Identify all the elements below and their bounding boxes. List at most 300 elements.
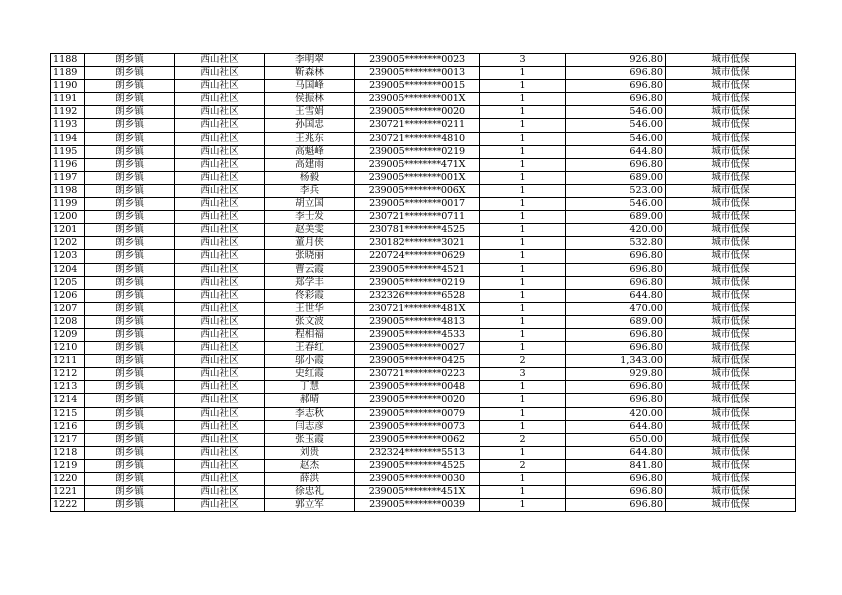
- town-cell: 朗乡镇: [85, 132, 175, 145]
- assistance-type-cell: 城市低保: [666, 342, 796, 355]
- name-cell: 高魁峰: [265, 145, 355, 158]
- name-cell: 李志秋: [265, 407, 355, 420]
- town-cell: 朗乡镇: [85, 158, 175, 171]
- row-number-cell: 1210: [51, 342, 85, 355]
- table-row: [51, 145, 796, 158]
- amount-cell: 696.80: [566, 263, 666, 276]
- community-cell: 西山社区: [175, 342, 265, 355]
- assistance-type-cell: 城市低保: [666, 276, 796, 289]
- town-cell: 朗乡镇: [85, 302, 175, 315]
- town-cell: 朗乡镇: [85, 224, 175, 237]
- assistance-type-cell: 城市低保: [666, 80, 796, 93]
- amount-cell: 696.80: [566, 158, 666, 171]
- id-number-cell: 239005********0020: [355, 394, 480, 407]
- id-number-cell: 239005********0015: [355, 80, 480, 93]
- community-cell: 西山社区: [175, 407, 265, 420]
- row-number-cell: 1193: [51, 119, 85, 132]
- table-row: [51, 184, 796, 197]
- community-cell: 西山社区: [175, 54, 265, 67]
- id-number-cell: 239005********0062: [355, 433, 480, 446]
- town-cell: 朗乡镇: [85, 171, 175, 184]
- name-cell: 闫志彦: [265, 420, 355, 433]
- table-row: [51, 93, 796, 106]
- amount-cell: 696.80: [566, 473, 666, 486]
- amount-cell: 696.80: [566, 394, 666, 407]
- row-number-cell: 1205: [51, 276, 85, 289]
- amount-cell: 696.80: [566, 381, 666, 394]
- table-row: [51, 315, 796, 328]
- community-cell: 西山社区: [175, 499, 265, 512]
- name-cell: 孙国忠: [265, 119, 355, 132]
- amount-cell: 532.80: [566, 237, 666, 250]
- amount-cell: 644.80: [566, 420, 666, 433]
- name-cell: 丁慧: [265, 381, 355, 394]
- id-number-cell: 220724********0629: [355, 250, 480, 263]
- id-number-cell: 239005********4525: [355, 459, 480, 472]
- name-cell: 郝晴: [265, 394, 355, 407]
- table-row: [51, 394, 796, 407]
- community-cell: 西山社区: [175, 224, 265, 237]
- id-number-cell: 239005********0020: [355, 106, 480, 119]
- id-number-cell: 239005********0219: [355, 145, 480, 158]
- household-count-cell: 1: [480, 211, 566, 224]
- table-row: [51, 342, 796, 355]
- town-cell: 朗乡镇: [85, 67, 175, 80]
- amount-cell: 420.00: [566, 224, 666, 237]
- town-cell: 朗乡镇: [85, 315, 175, 328]
- name-cell: 郑学丰: [265, 276, 355, 289]
- town-cell: 朗乡镇: [85, 368, 175, 381]
- amount-cell: 420.00: [566, 407, 666, 420]
- row-number-cell: 1222: [51, 499, 85, 512]
- row-number-cell: 1189: [51, 67, 85, 80]
- assistance-type-cell: 城市低保: [666, 106, 796, 119]
- id-number-cell: 239005********006X: [355, 184, 480, 197]
- id-number-cell: 239005********0048: [355, 381, 480, 394]
- welfare-roster-table: [50, 53, 796, 512]
- town-cell: 朗乡镇: [85, 328, 175, 341]
- town-cell: 朗乡镇: [85, 473, 175, 486]
- table-row: [51, 446, 796, 459]
- row-number-cell: 1221: [51, 486, 85, 499]
- household-count-cell: 1: [480, 184, 566, 197]
- row-number-cell: 1212: [51, 368, 85, 381]
- household-count-cell: 2: [480, 459, 566, 472]
- community-cell: 西山社区: [175, 381, 265, 394]
- household-count-cell: 1: [480, 328, 566, 341]
- name-cell: 张文波: [265, 315, 355, 328]
- name-cell: 赵杰: [265, 459, 355, 472]
- community-cell: 西山社区: [175, 486, 265, 499]
- assistance-type-cell: 城市低保: [666, 171, 796, 184]
- table-row: [51, 381, 796, 394]
- table-row: [51, 302, 796, 315]
- community-cell: 西山社区: [175, 263, 265, 276]
- household-count-cell: 1: [480, 237, 566, 250]
- id-number-cell: 239005********0039: [355, 499, 480, 512]
- assistance-type-cell: 城市低保: [666, 315, 796, 328]
- table-row: [51, 171, 796, 184]
- community-cell: 西山社区: [175, 328, 265, 341]
- household-count-cell: 3: [480, 54, 566, 67]
- table-row: [51, 328, 796, 341]
- id-number-cell: 239005********0425: [355, 355, 480, 368]
- table-row: [51, 132, 796, 145]
- town-cell: 朗乡镇: [85, 289, 175, 302]
- row-number-cell: 1218: [51, 446, 85, 459]
- amount-cell: 696.80: [566, 486, 666, 499]
- household-count-cell: 1: [480, 420, 566, 433]
- name-cell: 靳森林: [265, 67, 355, 80]
- assistance-type-cell: 城市低保: [666, 499, 796, 512]
- assistance-type-cell: 城市低保: [666, 486, 796, 499]
- town-cell: 朗乡镇: [85, 119, 175, 132]
- name-cell: 马国峰: [265, 80, 355, 93]
- assistance-type-cell: 城市低保: [666, 394, 796, 407]
- name-cell: 赵美雯: [265, 224, 355, 237]
- household-count-cell: 1: [480, 289, 566, 302]
- community-cell: 西山社区: [175, 394, 265, 407]
- household-count-cell: 1: [480, 67, 566, 80]
- assistance-type-cell: 城市低保: [666, 446, 796, 459]
- name-cell: 邬小霞: [265, 355, 355, 368]
- town-cell: 朗乡镇: [85, 184, 175, 197]
- town-cell: 朗乡镇: [85, 342, 175, 355]
- name-cell: 郭立军: [265, 499, 355, 512]
- row-number-cell: 1208: [51, 315, 85, 328]
- row-number-cell: 1207: [51, 302, 85, 315]
- row-number-cell: 1214: [51, 394, 85, 407]
- assistance-type-cell: 城市低保: [666, 132, 796, 145]
- row-number-cell: 1220: [51, 473, 85, 486]
- table-row: [51, 119, 796, 132]
- name-cell: 曹云霞: [265, 263, 355, 276]
- amount-cell: 650.00: [566, 433, 666, 446]
- household-count-cell: 1: [480, 407, 566, 420]
- community-cell: 西山社区: [175, 289, 265, 302]
- id-number-cell: 239005********4813: [355, 315, 480, 328]
- assistance-type-cell: 城市低保: [666, 54, 796, 67]
- community-cell: 西山社区: [175, 276, 265, 289]
- community-cell: 西山社区: [175, 171, 265, 184]
- assistance-type-cell: 城市低保: [666, 355, 796, 368]
- assistance-type-cell: 城市低保: [666, 93, 796, 106]
- id-number-cell: 230182********3021: [355, 237, 480, 250]
- assistance-type-cell: 城市低保: [666, 328, 796, 341]
- row-number-cell: 1216: [51, 420, 85, 433]
- community-cell: 西山社区: [175, 211, 265, 224]
- community-cell: 西山社区: [175, 446, 265, 459]
- row-number-cell: 1188: [51, 54, 85, 67]
- row-number-cell: 1206: [51, 289, 85, 302]
- assistance-type-cell: 城市低保: [666, 119, 796, 132]
- household-count-cell: 1: [480, 93, 566, 106]
- name-cell: 佟彩霞: [265, 289, 355, 302]
- id-number-cell: 239005********001X: [355, 171, 480, 184]
- name-cell: 张晓丽: [265, 250, 355, 263]
- community-cell: 西山社区: [175, 368, 265, 381]
- community-cell: 西山社区: [175, 184, 265, 197]
- id-number-cell: 239005********4521: [355, 263, 480, 276]
- community-cell: 西山社区: [175, 198, 265, 211]
- name-cell: 高建雨: [265, 158, 355, 171]
- assistance-type-cell: 城市低保: [666, 407, 796, 420]
- table-row: [51, 237, 796, 250]
- table-row: [51, 499, 796, 512]
- assistance-type-cell: 城市低保: [666, 289, 796, 302]
- town-cell: 朗乡镇: [85, 459, 175, 472]
- household-count-cell: 3: [480, 368, 566, 381]
- id-number-cell: 239005********0023: [355, 54, 480, 67]
- id-number-cell: 230721********4810: [355, 132, 480, 145]
- name-cell: 杨毅: [265, 171, 355, 184]
- assistance-type-cell: 城市低保: [666, 263, 796, 276]
- name-cell: 胡立国: [265, 198, 355, 211]
- row-number-cell: 1202: [51, 237, 85, 250]
- town-cell: 朗乡镇: [85, 276, 175, 289]
- id-number-cell: 230721********0223: [355, 368, 480, 381]
- row-number-cell: 1209: [51, 328, 85, 341]
- id-number-cell: 239005********4533: [355, 328, 480, 341]
- table-row: [51, 263, 796, 276]
- id-number-cell: 232326********6528: [355, 289, 480, 302]
- amount-cell: 696.80: [566, 80, 666, 93]
- table-row: [51, 198, 796, 211]
- name-cell: 刘贵: [265, 446, 355, 459]
- amount-cell: 696.80: [566, 276, 666, 289]
- id-number-cell: 239005********0030: [355, 473, 480, 486]
- table-row: [51, 473, 796, 486]
- town-cell: 朗乡镇: [85, 263, 175, 276]
- row-number-cell: 1203: [51, 250, 85, 263]
- town-cell: 朗乡镇: [85, 446, 175, 459]
- town-cell: 朗乡镇: [85, 381, 175, 394]
- assistance-type-cell: 城市低保: [666, 473, 796, 486]
- assistance-type-cell: 城市低保: [666, 158, 796, 171]
- household-count-cell: 1: [480, 250, 566, 263]
- household-count-cell: 1: [480, 394, 566, 407]
- assistance-type-cell: 城市低保: [666, 145, 796, 158]
- town-cell: 朗乡镇: [85, 250, 175, 263]
- assistance-type-cell: 城市低保: [666, 198, 796, 211]
- amount-cell: 696.80: [566, 328, 666, 341]
- name-cell: 李明翠: [265, 54, 355, 67]
- table-row: [51, 289, 796, 302]
- name-cell: 李兵: [265, 184, 355, 197]
- table-row: [51, 433, 796, 446]
- town-cell: 朗乡镇: [85, 145, 175, 158]
- amount-cell: 696.80: [566, 342, 666, 355]
- assistance-type-cell: 城市低保: [666, 368, 796, 381]
- row-number-cell: 1217: [51, 433, 85, 446]
- row-number-cell: 1201: [51, 224, 85, 237]
- amount-cell: 546.00: [566, 198, 666, 211]
- assistance-type-cell: 城市低保: [666, 224, 796, 237]
- town-cell: 朗乡镇: [85, 80, 175, 93]
- town-cell: 朗乡镇: [85, 237, 175, 250]
- community-cell: 西山社区: [175, 420, 265, 433]
- row-number-cell: 1215: [51, 407, 85, 420]
- household-count-cell: 1: [480, 302, 566, 315]
- amount-cell: 696.80: [566, 499, 666, 512]
- town-cell: 朗乡镇: [85, 211, 175, 224]
- table-row: [51, 224, 796, 237]
- row-number-cell: 1219: [51, 459, 85, 472]
- amount-cell: 689.00: [566, 315, 666, 328]
- table-body: [51, 54, 796, 512]
- name-cell: 张玉霞: [265, 433, 355, 446]
- amount-cell: 689.00: [566, 211, 666, 224]
- household-count-cell: 1: [480, 119, 566, 132]
- id-number-cell: 239005********0073: [355, 420, 480, 433]
- name-cell: 王世华: [265, 302, 355, 315]
- community-cell: 西山社区: [175, 459, 265, 472]
- row-number-cell: 1197: [51, 171, 85, 184]
- town-cell: 朗乡镇: [85, 106, 175, 119]
- household-count-cell: 1: [480, 171, 566, 184]
- town-cell: 朗乡镇: [85, 93, 175, 106]
- row-number-cell: 1198: [51, 184, 85, 197]
- table-row: [51, 276, 796, 289]
- community-cell: 西山社区: [175, 473, 265, 486]
- table-row: [51, 54, 796, 67]
- table-row: [51, 211, 796, 224]
- row-number-cell: 1190: [51, 80, 85, 93]
- id-number-cell: 239005********0017: [355, 198, 480, 211]
- amount-cell: 926.80: [566, 54, 666, 67]
- household-count-cell: 1: [480, 106, 566, 119]
- assistance-type-cell: 城市低保: [666, 459, 796, 472]
- row-number-cell: 1196: [51, 158, 85, 171]
- amount-cell: 841.80: [566, 459, 666, 472]
- household-count-cell: 1: [480, 446, 566, 459]
- town-cell: 朗乡镇: [85, 198, 175, 211]
- assistance-type-cell: 城市低保: [666, 184, 796, 197]
- amount-cell: 644.80: [566, 289, 666, 302]
- table-row: [51, 407, 796, 420]
- row-number-cell: 1213: [51, 381, 85, 394]
- household-count-cell: 2: [480, 433, 566, 446]
- community-cell: 西山社区: [175, 302, 265, 315]
- name-cell: 程相福: [265, 328, 355, 341]
- table-row: [51, 106, 796, 119]
- amount-cell: 523.00: [566, 184, 666, 197]
- community-cell: 西山社区: [175, 355, 265, 368]
- household-count-cell: 1: [480, 486, 566, 499]
- id-number-cell: 239005********0079: [355, 407, 480, 420]
- community-cell: 西山社区: [175, 132, 265, 145]
- community-cell: 西山社区: [175, 315, 265, 328]
- name-cell: 侯振林: [265, 93, 355, 106]
- table-row: [51, 459, 796, 472]
- assistance-type-cell: 城市低保: [666, 302, 796, 315]
- name-cell: 王雪娟: [265, 106, 355, 119]
- row-number-cell: 1192: [51, 106, 85, 119]
- household-count-cell: 1: [480, 224, 566, 237]
- community-cell: 西山社区: [175, 237, 265, 250]
- name-cell: 史红霞: [265, 368, 355, 381]
- household-count-cell: 1: [480, 381, 566, 394]
- amount-cell: 546.00: [566, 106, 666, 119]
- assistance-type-cell: 城市低保: [666, 250, 796, 263]
- community-cell: 西山社区: [175, 145, 265, 158]
- id-number-cell: 239005********451X: [355, 486, 480, 499]
- table-row: [51, 368, 796, 381]
- id-number-cell: 239005********0013: [355, 67, 480, 80]
- row-number-cell: 1199: [51, 198, 85, 211]
- table-row: [51, 355, 796, 368]
- row-number-cell: 1204: [51, 263, 85, 276]
- amount-cell: 644.80: [566, 145, 666, 158]
- id-number-cell: 232324********5513: [355, 446, 480, 459]
- id-number-cell: 230721********0211: [355, 119, 480, 132]
- id-number-cell: 230721********0711: [355, 211, 480, 224]
- amount-cell: 1,343.00: [566, 355, 666, 368]
- row-number-cell: 1211: [51, 355, 85, 368]
- assistance-type-cell: 城市低保: [666, 237, 796, 250]
- id-number-cell: 230781********4525: [355, 224, 480, 237]
- name-cell: 徐忠礼: [265, 486, 355, 499]
- household-count-cell: 1: [480, 342, 566, 355]
- town-cell: 朗乡镇: [85, 499, 175, 512]
- assistance-type-cell: 城市低保: [666, 420, 796, 433]
- household-count-cell: 1: [480, 263, 566, 276]
- name-cell: 李士发: [265, 211, 355, 224]
- name-cell: 王兆东: [265, 132, 355, 145]
- name-cell: 薛洪: [265, 473, 355, 486]
- id-number-cell: 239005********001X: [355, 93, 480, 106]
- amount-cell: 689.00: [566, 171, 666, 184]
- amount-cell: 929.80: [566, 368, 666, 381]
- household-count-cell: 1: [480, 80, 566, 93]
- id-number-cell: 239005********0027: [355, 342, 480, 355]
- household-count-cell: 1: [480, 499, 566, 512]
- household-count-cell: 1: [480, 132, 566, 145]
- town-cell: 朗乡镇: [85, 394, 175, 407]
- table-row: [51, 67, 796, 80]
- amount-cell: 696.80: [566, 250, 666, 263]
- amount-cell: 696.80: [566, 67, 666, 80]
- name-cell: 王春红: [265, 342, 355, 355]
- id-number-cell: 239005********471X: [355, 158, 480, 171]
- town-cell: 朗乡镇: [85, 420, 175, 433]
- community-cell: 西山社区: [175, 433, 265, 446]
- community-cell: 西山社区: [175, 80, 265, 93]
- community-cell: 西山社区: [175, 93, 265, 106]
- household-count-cell: 1: [480, 315, 566, 328]
- household-count-cell: 1: [480, 473, 566, 486]
- row-number-cell: 1200: [51, 211, 85, 224]
- amount-cell: 696.80: [566, 93, 666, 106]
- town-cell: 朗乡镇: [85, 407, 175, 420]
- name-cell: 董月侠: [265, 237, 355, 250]
- row-number-cell: 1195: [51, 145, 85, 158]
- assistance-type-cell: 城市低保: [666, 67, 796, 80]
- town-cell: 朗乡镇: [85, 486, 175, 499]
- table-row: [51, 486, 796, 499]
- table-row: [51, 420, 796, 433]
- household-count-cell: 1: [480, 276, 566, 289]
- community-cell: 西山社区: [175, 119, 265, 132]
- household-count-cell: 1: [480, 198, 566, 211]
- table-row: [51, 158, 796, 171]
- household-count-cell: 2: [480, 355, 566, 368]
- amount-cell: 644.80: [566, 446, 666, 459]
- assistance-type-cell: 城市低保: [666, 211, 796, 224]
- community-cell: 西山社区: [175, 106, 265, 119]
- row-number-cell: 1194: [51, 132, 85, 145]
- town-cell: 朗乡镇: [85, 54, 175, 67]
